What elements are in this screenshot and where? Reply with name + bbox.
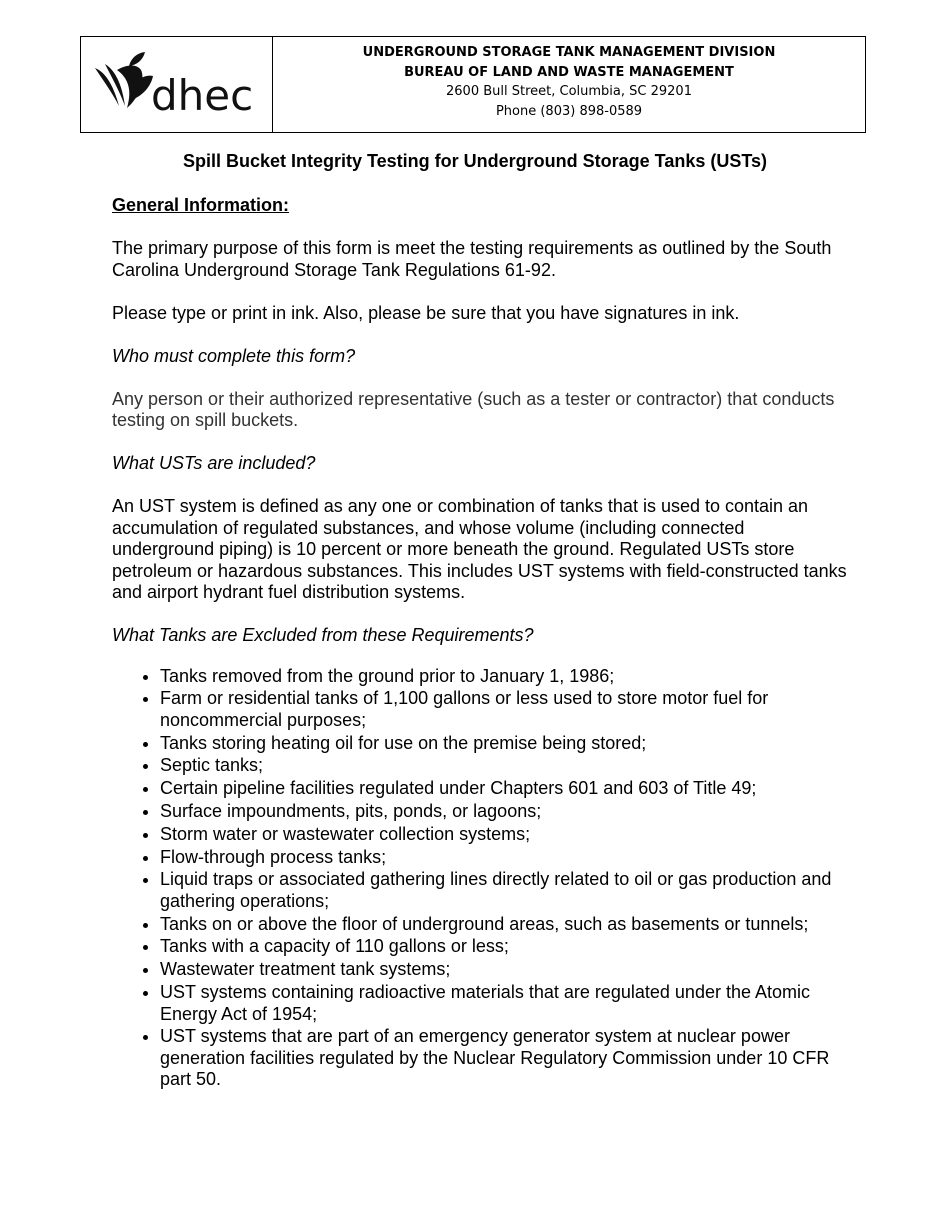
who-question: Who must complete this form?: [112, 345, 356, 366]
bureau-name: BUREAU OF LAND AND WASTE MANAGEMENT: [404, 64, 734, 80]
excluded-tanks-list: [112, 666, 847, 1091]
list-item: • Tanks removed from the ground prior to January 1, 1986;: [160, 666, 847, 688]
street-address: 2600 Bull Street, Columbia, SC 29201: [446, 84, 692, 99]
list-item: • Liquid traps or associated gathering lines directly related to oil or gas production and gathering operations;: [160, 869, 847, 912]
form-instructions: [112, 195, 847, 1092]
list-item: • Wastewater treatment tank systems;: [160, 959, 847, 981]
what-answer: An UST system is defined as any one or combination of tanks that is used to contain an accumulation of regulated substances, and whose volume (including connected underground piping) is 10 percent or more beneath the ground. Regulated USTs store petroleum or hazardous substances. This includes UST systems with field-constructed tanks and airport hydrant fuel distribution systems.: [112, 496, 847, 602]
list-item: • Storm water or wastewater collection systems;: [160, 824, 847, 846]
who-answer: Any person or their authorized representative (such as a tester or contractor) that conducts testing on spill buckets.: [112, 388, 835, 430]
letterhead: [80, 36, 866, 133]
excluded-question: What Tanks are Excluded from these Requirements?: [112, 625, 534, 645]
agency-address-block: [273, 37, 865, 132]
ink-note-paragraph: Please type or print in ink. Also, please be sure that you have signatures in ink.: [112, 302, 740, 323]
list-item: • UST systems containing radioactive materials that are regulated under the Atomic Energy Act of 1954;: [160, 982, 847, 1025]
purpose-paragraph: The primary purpose of this form is meet the testing requirements as outlined by the South Carolina Underground Storage Tank Regulations 61-92.: [112, 238, 832, 280]
list-item: • Flow-through process tanks;: [160, 847, 847, 869]
phone-number: Phone (803) 898-0589: [495, 103, 643, 119]
division-name: UNDERGROUND STORAGE TANK MANAGEMENT DIVISION: [362, 45, 776, 60]
list-item: • Certain pipeline facilities regulated under Chapters 601 and 603 of Title 49;: [160, 778, 847, 800]
list-item: • Surface impoundments, pits, ponds, or lagoons;: [160, 801, 847, 823]
list-item: • Tanks storing heating oil for use on the premise being stored;: [160, 733, 847, 755]
list-item: • UST systems that are part of an emergency generator system at nuclear power generation facilities regulated by the Nuclear Regulatory Commission under 10 CFR part 50.: [160, 1026, 847, 1091]
logo-wordmark: dhec: [150, 70, 253, 120]
document-title: Spill Bucket Integrity Testing for Underground Storage Tanks (USTs): [182, 151, 768, 171]
list-item: • Tanks with a capacity of 110 gallons or less;: [160, 936, 847, 958]
general-information-heading: General Information:: [112, 195, 290, 215]
list-item: • Farm or residential tanks of 1,100 gallons or less used to store motor fuel for noncommercial purposes;: [160, 688, 847, 731]
dhec-logo: [81, 37, 273, 132]
list-item: • Tanks on or above the floor of underground areas, such as basements or tunnels;: [160, 914, 847, 936]
list-item: • Septic tanks;: [160, 755, 847, 777]
what-question: What USTs are included?: [112, 453, 316, 473]
dhec-logo-mark: [91, 50, 263, 120]
